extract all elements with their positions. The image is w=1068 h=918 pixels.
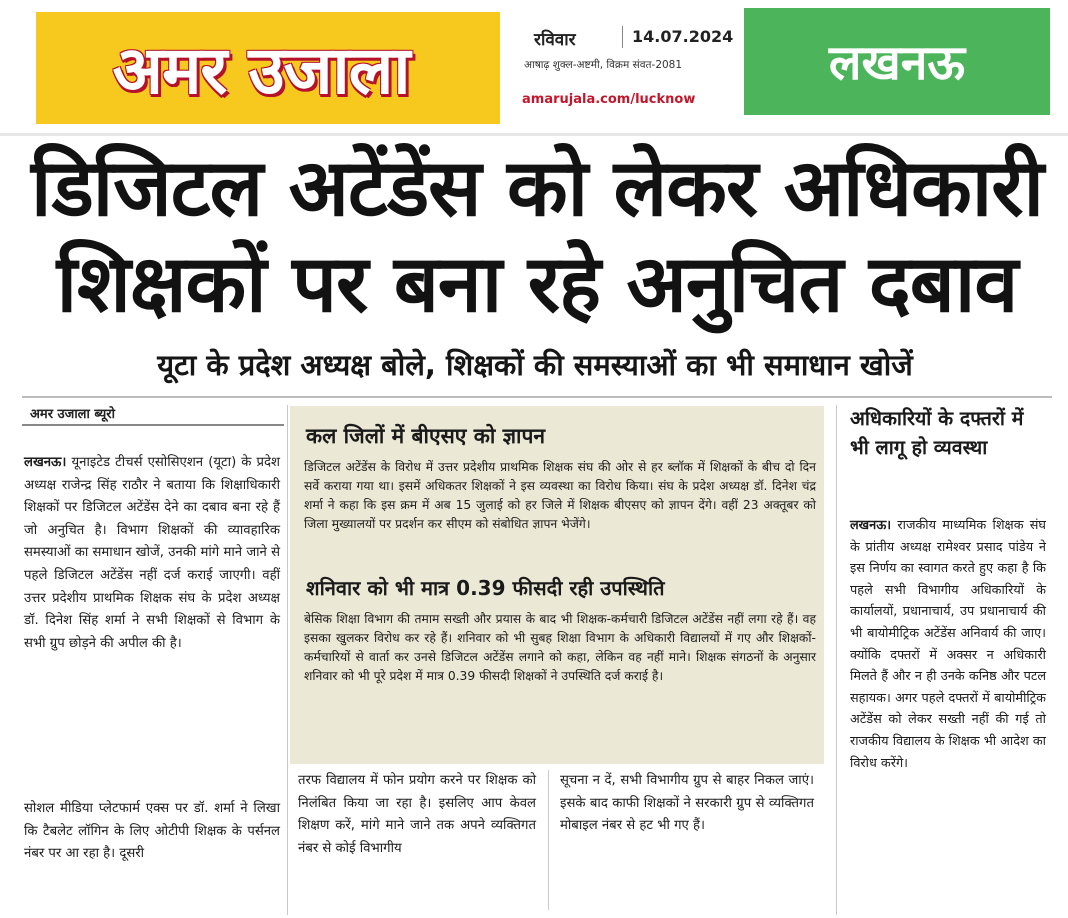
right-dateline: लखनऊ। <box>850 518 892 533</box>
column-divider-mid <box>548 770 549 910</box>
column-divider-right <box>836 405 837 915</box>
box-title: कल जिलों में बीएसए को ज्ञापन <box>306 424 546 448</box>
city-edition-label: लखनऊ <box>744 8 1050 115</box>
box-subheading: शनिवार को भी मात्र 0.39 फीसदी रही उपस्थिति <box>306 576 665 600</box>
brand-edge <box>22 12 36 124</box>
left-column-text <box>24 452 280 655</box>
masthead-divider <box>0 133 1068 136</box>
left-paragraph-2: सोशल मीडिया प्लेटफार्म एक्स पर डॉ. शर्मा ने लिखा कि टैबलेट लॉगिन के लिए ओटीपी शिक्षक के पर्सनल नंबर पर आ रहा है। दूसरी <box>24 801 280 862</box>
box-paragraph-1: डिजिटल अटेंडेंस के विरोध में उत्तर प्रदेशीय प्राथमिक शिक्षक संघ की ओर से हर ब्लॉक में शिक्षकों के बीच दो दिन सर्वे कराया गया था। इसमें अधिकतर शिक्षकों ने इस व्यवस्था का विरोध किया। संघ के प्रदेश अध्यक्ष डॉ. दिनेश चंद्र शर्मा ने कहा कि इस क्रम में अब 15 जुलाई को हर जिले में शिक्षक बीएसए को ज्ञापन देंगे। वहीं 23 अक्तूबर को जिला मुख्यालयों पर प्रदर्शन कर सीएम को संबोधित ज्ञापन भेजेंगे। <box>304 460 816 531</box>
byline-divider <box>22 424 284 426</box>
brand-block <box>22 12 500 124</box>
subheadline-divider <box>22 396 1052 398</box>
website-domain: amarujala.com <box>522 92 631 107</box>
panchang-line: आषाढ़ शुक्ल-अष्टमी, विक्रम संवत-2081 <box>524 59 683 71</box>
date-divider <box>622 26 623 48</box>
subheadline: यूटा के प्रदेश अध्यक्ष बोले, शिक्षकों की समस्याओं का भी समाधान खोजें <box>157 348 913 382</box>
middle-column-2: सूचना न दें, सभी विभागीय ग्रुप से बाहर निकल जाएं। इसके बाद काफी शिक्षकों ने सरकारी ग्रुप से व्यक्तिगत मोबाइल नंबर से हट भी गए हैं। <box>560 773 814 834</box>
issue-day: रविवार <box>534 30 576 50</box>
byline: अमर उजाला ब्यूरो <box>30 407 115 422</box>
right-column-text <box>850 515 1046 774</box>
website-link[interactable] <box>522 92 695 107</box>
box-paragraph-2: बेसिक शिक्षा विभाग की तमाम सख्ती और प्रयास के बाद भी शिक्षक-कर्मचारी डिजिटल अटेंडेंस नहीं लगा रहे हैं। वह इसका खुलकर विरोध कर रहे हैं। शनिवार को भी सुबह शिक्षा विभाग के अधिकारी विद्यालयों में गए और शिक्षकों-कर्मचारियों से वार्ता कर उनसे डिजिटल अटेंडेंस लगाने को कहा, लेकिन वह नहीं माने। शिक्षक संगठनों के अनुसार शनिवार को भी पूरे प्रदेश में मात्र 0.39 फीसदी शिक्षकों ने उपस्थिति दर्ज कराई है। <box>304 612 816 683</box>
column-divider-left <box>287 405 288 915</box>
left-paragraph-1-body: यूनाइटेड टीचर्स एसोसिएशन (यूटा) के प्रदेश अध्यक्ष राजेन्द्र सिंह राठौर ने बताया कि शिक्षाधिकारी शिक्षकों पर डिजिटल अटेंडेंस देने का दबाव बना रहे हैं जो अनुचित है। विभाग शिक्षकों की व्यावहारिक समस्याओं का समाधान खोजें, उनकी मांगे माने जाने से पहले डिजिटल अटेंडेंस नहीं दर्ज कराई जाएगी। वहीं उत्तर प्रदेशीय प्राथमिक शिक्षक संघ के प्रदेश अध्यक्ष डॉ. दिनेश सिंह शर्मा ने सभी शिक्षकों से विभाग के सभी ग्रुप छोड़ने की अपील की है। <box>24 455 280 651</box>
headline <box>22 140 1052 332</box>
issue-date: 14.07.2024 <box>632 27 734 46</box>
website-path: /lucknow <box>630 92 696 107</box>
headline-line-1: डिजिटल अटेंडेंस को लेकर अधिकारी <box>30 142 1044 234</box>
headline-line-2: शिक्षकों पर बना रहे अनुचित दबाव <box>56 238 1018 330</box>
middle-column-1: तरफ विद्यालय में फोन प्रयोग करने पर शिक्षक को निलंबित किया जा रहा है। इसलिए आप केवल शिक्षण करें, मांगे माने जाने तक अपने व्यक्तिगत नंबर से कोई विभागीय <box>298 773 536 856</box>
dateline-lucknow: लखनऊ। <box>24 455 67 470</box>
right-column-body: राजकीय माध्यमिक शिक्षक संघ के प्रांतीय अध्यक्ष रामेश्वर प्रसाद पांडेय ने इस निर्णय का स्वागत करते हुए कहा है कि पहले सभी विभागीय अधिकारियों के कार्यालयों, प्रधानाचार्य, उप प्रधानाचार्य की भी बायोमीट्रिक अटेंडेंस अनिवार्य की जाए। क्योंकि दफ्तरों में अक्सर न अधिकारी मिलते हैं और न ही उनके कनिष्ठ और पटल सहायक। अगर पहले दफ्तरों में बायोमीट्रिक अटेंडेंस को लेकर सख्ती नहीं की गई तो राजकीय विद्यालय के शिक्षक भी आदेश का विरोध करेंगे। <box>850 518 1046 771</box>
right-column-heading: अधिकारियों के दफ्तरों में भी लागू हो व्यवस्था <box>850 407 1024 459</box>
left-paragraph-1 <box>24 452 280 655</box>
newspaper-logo: अमर उजाला <box>112 32 410 109</box>
